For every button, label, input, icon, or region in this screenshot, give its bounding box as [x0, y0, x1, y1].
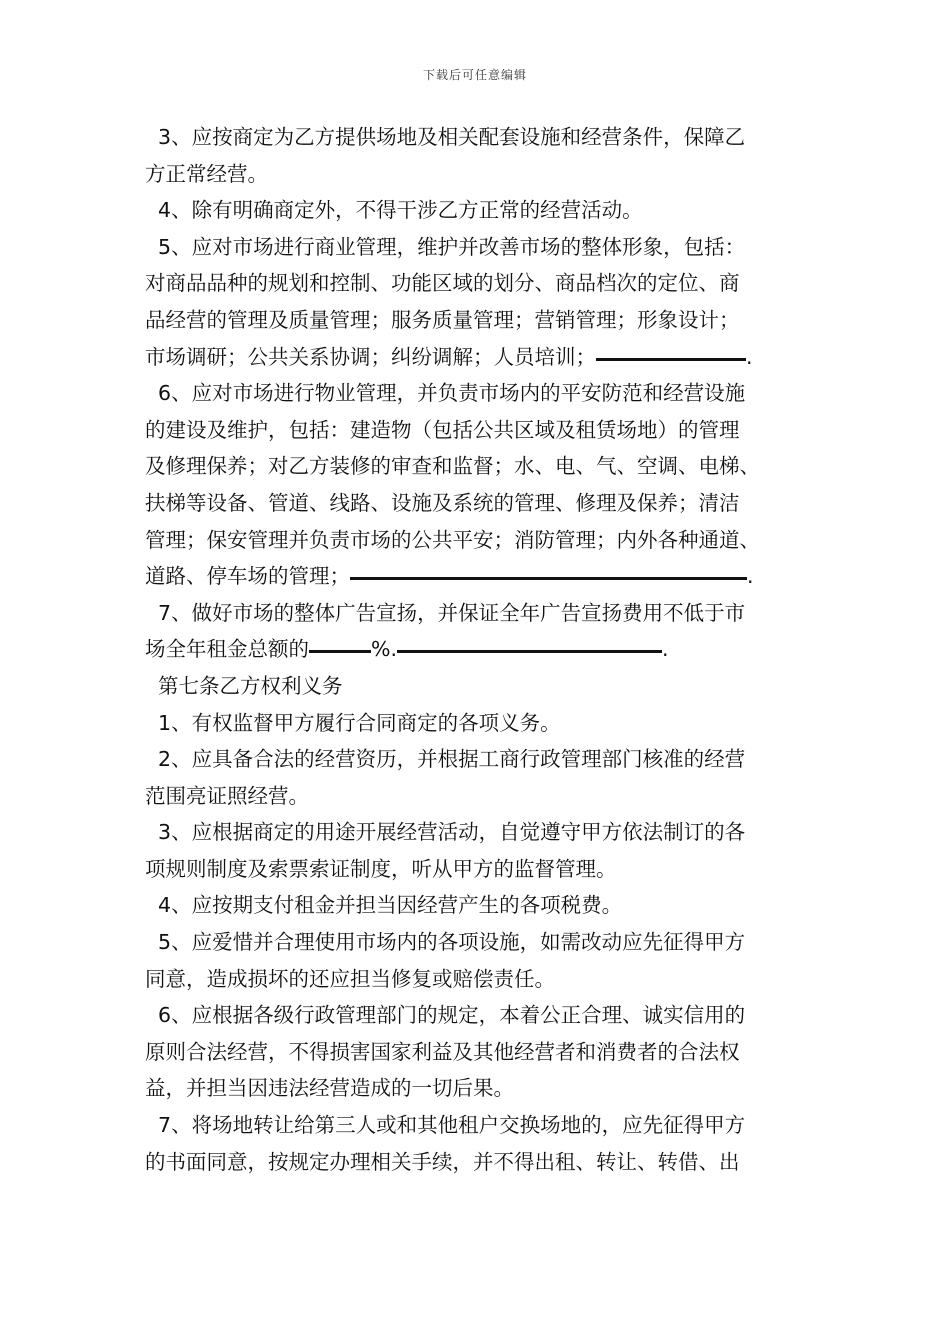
- page-header: 下载后可任意编辑: [422, 68, 527, 82]
- fill-in-blank: [309, 650, 371, 653]
- text-line: [145, 558, 807, 595]
- line-text: 原则合法经营，不得损害国家利益及其他经营者和消费者的合法权: [145, 1039, 740, 1064]
- line-text: 6、应对市场进行物业管理，并负责市场内的平安防范和经营设施: [145, 381, 746, 406]
- line-text: 项规则制度及索票索证制度，听从甲方的监督管理。: [145, 856, 617, 881]
- line-text: 益，并担当因违法经营造成的一切后果。: [145, 1076, 514, 1101]
- text-line: [145, 339, 807, 376]
- text-line: [145, 375, 807, 412]
- line-text: 4、除有明确商定外，不得干涉乙方正常的经营活动。: [145, 198, 643, 223]
- line-text: 扶梯等设备、管道、线路、设施及系统的管理、修理及保养；清洁: [145, 490, 740, 515]
- line-text: 道路、停车场的管理；: [145, 564, 350, 589]
- text-line: [145, 1034, 807, 1071]
- text-line: [145, 705, 807, 742]
- line-text: 5、应爱惜并合理使用市场内的各项设施，如需改动应先征得甲方: [145, 930, 746, 955]
- text-line: [145, 1144, 807, 1181]
- line-text: 管理；保安管理并负责市场的公共平安；消防管理；内外各种通道、: [145, 527, 760, 552]
- fill-in-blank: [350, 577, 747, 580]
- document-body: [145, 119, 807, 1180]
- text-line: [145, 119, 807, 156]
- line-text: 的建设及维护，包括：建造物（包括公共区域及租赁场地）的管理: [145, 417, 740, 442]
- text-line: [145, 741, 807, 778]
- text-line: [145, 229, 807, 266]
- line-text: 4、应按期支付租金并担当因经营产生的各项税费。: [145, 893, 623, 918]
- line-text: 方正常经营。: [145, 161, 268, 186]
- text-line: [145, 412, 807, 449]
- text-line: [145, 851, 807, 888]
- text-line: [145, 265, 807, 302]
- line-text: 的书面同意，按规定办理相关手续，并不得出租、转让、转借、出: [145, 1149, 740, 1174]
- text-line: [145, 924, 807, 961]
- line-text: 品经营的管理及质量管理；服务质量管理；营销管理；形象设计；: [145, 307, 740, 332]
- text-line: [145, 668, 807, 705]
- fill-in-blank: [596, 358, 746, 361]
- line-text: 及修理保养；对乙方装修的审查和监督；水、电、气、空调、电梯、: [145, 454, 760, 479]
- text-line: [145, 1070, 807, 1107]
- line-text: 3、应根据商定的用途开展经营活动，自觉遵守甲方依法制订的各: [145, 820, 746, 845]
- line-tail: .: [746, 344, 753, 369]
- line-text: 对商品品种的规划和控制、功能区域的划分、商品档次的定位、商: [145, 271, 740, 296]
- text-line: [145, 887, 807, 924]
- line-tail: .: [747, 564, 754, 589]
- line-tail: .: [662, 637, 669, 662]
- text-line: [145, 522, 807, 559]
- text-line: [145, 961, 807, 998]
- line-text: 第七条乙方权利义务: [145, 673, 343, 698]
- text-line: [145, 631, 807, 668]
- text-line: [145, 192, 807, 229]
- fill-in-blank: [397, 650, 662, 653]
- text-line: [145, 595, 807, 632]
- line-text: 场全年租金总额的: [145, 637, 309, 662]
- line-text: 2、应具备合法的经营资历，并根据工商行政管理部门核准的经营: [145, 747, 746, 772]
- text-line: [145, 448, 807, 485]
- line-text: 6、应根据各级行政管理部门的规定，本着公正合理、诚实信用的: [145, 1003, 746, 1028]
- line-text: 同意，造成损坏的还应担当修复或赔偿责任。: [145, 966, 555, 991]
- text-line: [145, 302, 807, 339]
- text-line: [145, 814, 807, 851]
- line-text: 7、做好市场的整体广告宣扬，并保证全年广告宣扬费用不低于市: [145, 600, 746, 625]
- text-line: [145, 156, 807, 193]
- line-text: 3、应按商定为乙方提供场地及相关配套设施和经营条件，保障乙: [145, 125, 746, 149]
- text-line: [145, 485, 807, 522]
- text-line: [145, 778, 807, 815]
- line-text: 1、有权监督甲方履行合同商定的各项义务。: [145, 710, 561, 735]
- text-line: [145, 1107, 807, 1144]
- line-text: 5、应对市场进行商业管理，维护并改善市场的整体形象，包括：: [145, 234, 746, 259]
- line-tail: %.: [371, 637, 397, 662]
- line-text: 市场调研；公共关系协调；纠纷调解；人员培训；: [145, 344, 596, 369]
- line-text: 范围亮证照经营。: [145, 783, 309, 808]
- text-line: [145, 997, 807, 1034]
- line-text: 7、将场地转让给第三人或和其他租户交换场地的，应先征得甲方: [145, 1113, 746, 1138]
